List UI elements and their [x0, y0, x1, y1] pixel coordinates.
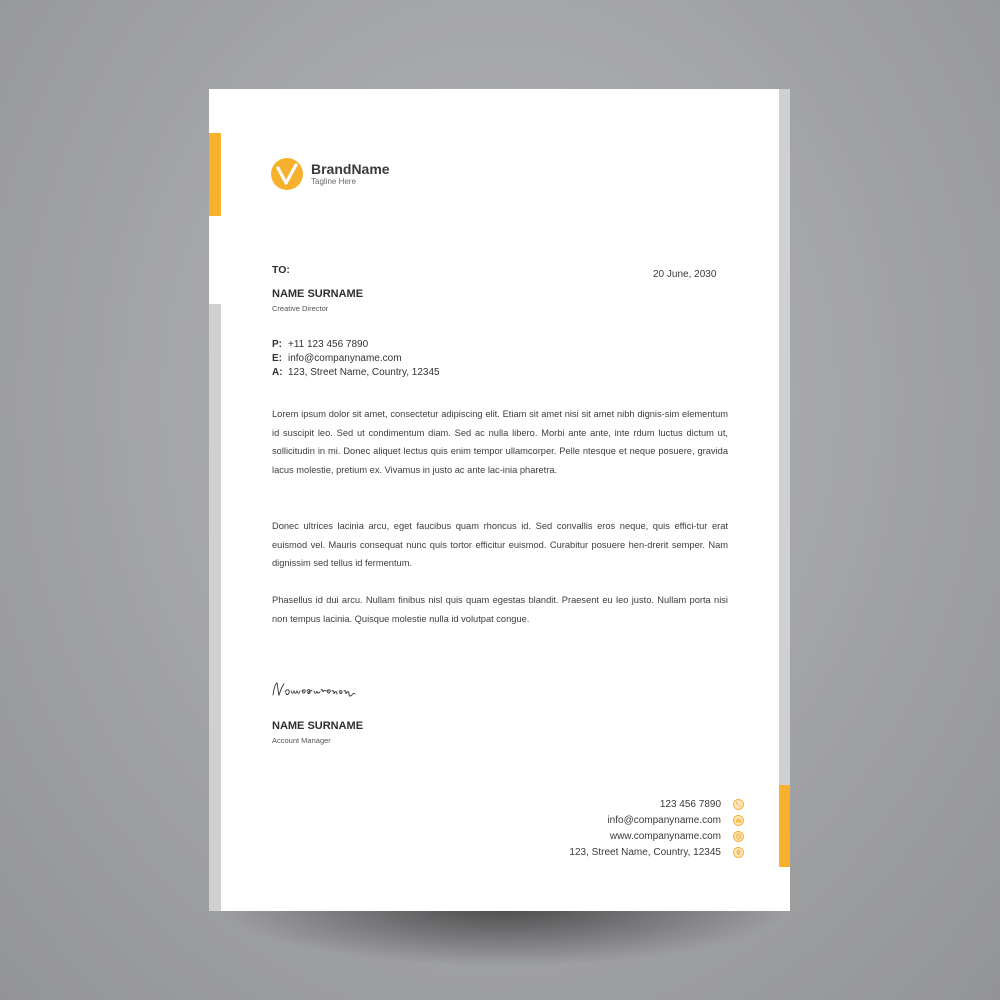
contact-phone [272, 338, 440, 352]
email-label: E: [272, 353, 282, 364]
signer-title: Account Manager [272, 736, 331, 745]
side-bar-left [209, 304, 221, 911]
email-value: info@companyname.com [288, 353, 402, 364]
recipient-title: Creative Director [272, 304, 329, 313]
footer-email: info@companyname.com [607, 814, 721, 826]
letter-date: 20 June, 2030 [653, 269, 717, 280]
letterhead-page [209, 89, 790, 911]
body-paragraph: Phasellus id dui arcu. Nullam finibus nisl quis quam egestas blandit. Praesent eu leo justo. Nullam porta nisi non tempus lacinia. Quisque molestie nulla id volutpat congue. [272, 595, 728, 624]
brand-tagline: Tagline Here [311, 176, 356, 186]
email-icon [733, 815, 744, 826]
accent-bar-left [209, 133, 221, 216]
recipient-contact [272, 338, 440, 380]
to-label: TO: [272, 264, 290, 276]
footer-phone-row [569, 796, 744, 812]
side-bar-right [779, 89, 790, 785]
contact-email [272, 352, 440, 366]
recipient-name: NAME SURNAME [272, 288, 364, 300]
brand-logo [271, 158, 390, 190]
accent-bar-right [779, 785, 790, 867]
footer-website: www.companyname.com [609, 830, 721, 842]
address-label: A: [272, 367, 283, 378]
phone-icon [733, 799, 744, 810]
footer-address: 123, Street Name, Country, 12345 [569, 846, 721, 858]
web-icon [733, 831, 744, 842]
signer-name: NAME SURNAME [272, 720, 364, 732]
body-paragraph: Donec ultrices lacinia arcu, eget faucibus quam rhoncus id. Sed convallis eros neque, quis effici-tur erat euismod vel. Mauris consequat nunc quis tortor efficitur euismod. Curabitur posuere hen-drerit semper. Nam dignissim sed tellus id fermentum. [272, 521, 728, 568]
phone-label: P: [272, 339, 282, 350]
brand-name: BrandName [311, 160, 390, 177]
location-icon [733, 847, 744, 858]
brand-logo-icon [271, 158, 303, 190]
page-shadow [225, 905, 785, 965]
contact-address [272, 366, 440, 380]
phone-value: +11 123 456 7890 [288, 339, 369, 350]
footer-email-row [569, 812, 744, 828]
body-paragraph: Lorem ipsum dolor sit amet, consectetur adipiscing elit. Etiam sit amet nisi sit amet nibh dignis-sim elementum id suscipit leo. Sed ut condimentum diam. Sed ac nulla libero. Morbi ante ante, inte rdum luctus dictum ut, sollicitudin in mi. Donec aliquet lectus quis enim tempor ullamcorper. Pelle ntesque et neque posuere, gravida lacus molestie, pretium ex. Vivamus in justo ac ante lac-inia pharetra. [272, 409, 728, 475]
address-value: 123, Street Name, Country, 12345 [288, 367, 440, 378]
footer-contact [569, 796, 744, 860]
footer-phone: 123 456 7890 [659, 798, 721, 810]
handwritten-signature [271, 679, 361, 701]
footer-address-row [569, 844, 744, 860]
footer-web-row [569, 828, 744, 844]
